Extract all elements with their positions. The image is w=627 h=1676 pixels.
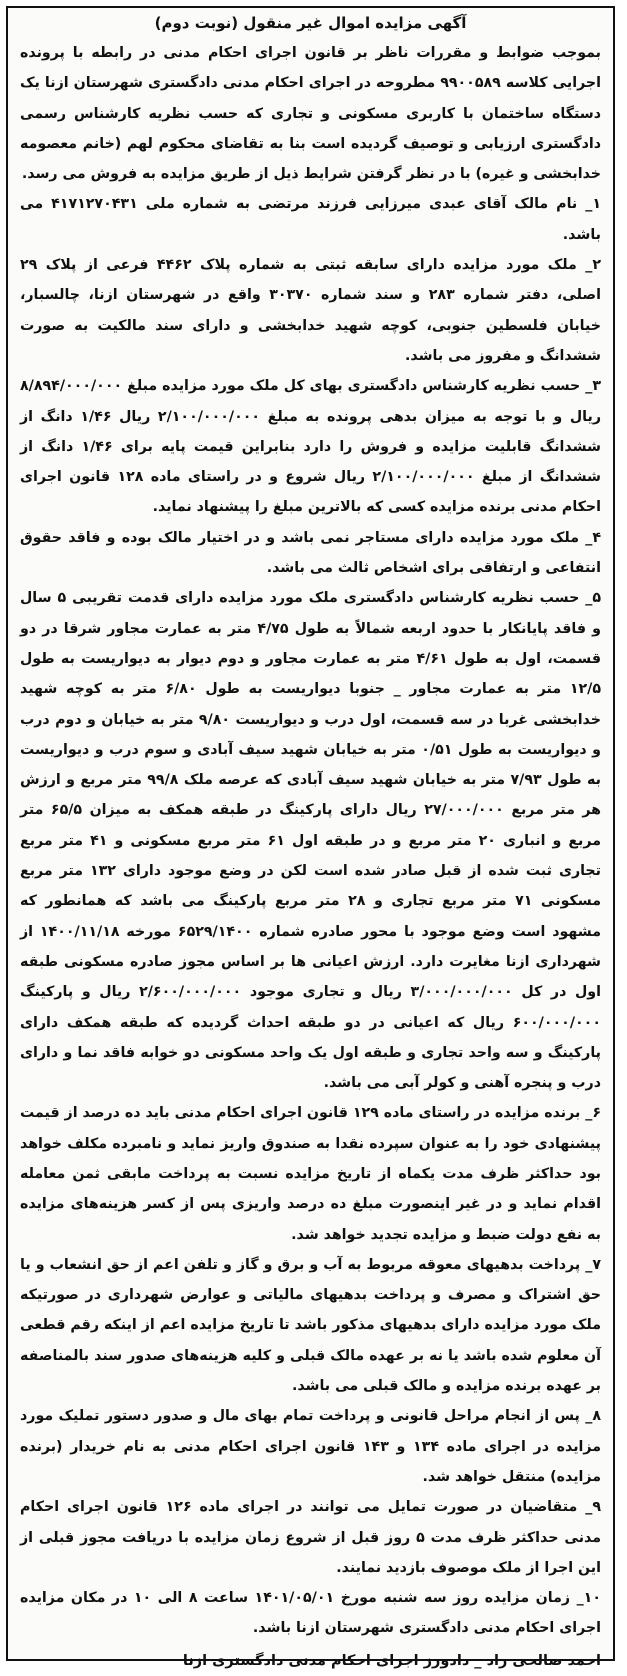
notice-item-6: ۶_ برنده مزایده در راستای ماده ۱۲۹ قانون اجرای احکام مدنی باید ده درصد از قیمت پیشنهادی خود را به عنوان سپرده نقدا به صندوق واریز نماید و نامبرده مکلف خواهد بود حداکثر ظرف مدت یکماه از تاریخ مزایده نسبت به پرداخت مابقی ثمن معامله اقدام نماید و در غیر اینصورت مبلغ ده درصد واریزی پس از کسر هزینه‌های مزایده به نفع دولت ضبط و مزایده تجدید خواهد شد.	[20, 1105, 601, 1243]
notice-title: آگهی مزایده اموال غیر منقول (نوبت دوم)	[154, 14, 467, 32]
notice-item-2: ۲_ ملک مورد مزایده دارای سابقه ثبتی به شماره پلاک ۴۴۶۲ فرعی از پلاک ۲۹ اصلی، دفتر شماره ۲۸۳ و سند شماره ۳۰۳۷۰ واقع در شهرستان ازنا، چالسبار، خیابان فلسطین جنوبی، کوچه شهید خدابخشی و دارای سند مالکیت به صورت ششدانگ و مفروز می باشد.	[20, 257, 601, 364]
notice-signature: احمد صالحی راد _ دادورز اجرای احکام مدنی دادگستری ازنا	[182, 1652, 601, 1669]
notice-item-5: ۵_ حسب نظریه کارشناس دادگستری ملک مورد مزایده دارای قدمت تقریبی ۵ سال و فاقد پایانکار با حدود اربعه شمالاً به طول ۴/۷۵ متر به عمارت مجاور شرقا در دو قسمت، اول به طول ۴/۶۱ متر به عمارت مجاور و دوم دیوار به دیواریست به طول ۱۲/۵ متر به عمارت مجاور _ جنوبا دیواریست به طول ۶/۸۰ متر به کوچه شهید خدابخشی غربا در سه قسمت، اول درب و دیواریست ۹/۸۰ متر به خیابان و دوم درب و دیواریست به طول ۰/۵۱ متر به خیابان شهید سیف آبادی و سوم درب و دیواریست به طول ۷/۹۳ متر به خیابان شهید سیف آبادی که عرصه ملک ۹۹/۸ متر مربع و ارزش هر متر مربع ۲۷/۰۰۰/۰۰۰ ریال دارای پارکینگ در طبقه همکف به میزان ۶۵/۵ متر مربع و انباری ۲۰ متر مربع و در طبقه اول ۶۱ متر مربع مسکونی و ۴۱ متر مربع تجاری ثبت شده از قبل صادر شده است لکن در وضع موجود دارای ۱۳۲ متر مربع مسکونی ۷۱ متر مربع تجاری و ۲۸ متر مربع پارکینگ می باشد که همانطور که مشهود است وضع موجود با محور صادره شماره ۶۵۲۹/۱۴۰۰ مورخه ۱۴۰۰/۱۱/۱۸ از شهرداری ازنا مغایرت دارد. ارزش اعیانی ها بر اساس مجوز صادره مسکونی طبقه اول در کل ۳/۰۰۰/۰۰۰/۰۰۰ ریال و تجاری موجود ۲/۶۰۰/۰۰۰/۰۰۰ ریال و پارکینگ ۶۰۰/۰۰۰/۰۰۰ ریال که اعیانی در دو طبقه احداث گردیده که طبقه همکف دارای پارکینگ و سه واحد تجاری و طبقه اول یک واحد مسکونی دو خوابه فاقد نما و دارای درب و پنجره آهنی و کولر آبی می باشد.	[20, 590, 602, 1092]
notice-item-8: ۸_ پس از انجام مراحل قانونی و پرداخت تمام بهای مال و صدور دستور تملیک مورد مزایده در اجرای ماده ۱۳۴ و ۱۴۳ قانون اجرای احکام مدنی به نام خریدار (برنده مزایده) منتقل خواهد شد.	[20, 1408, 602, 1485]
notice-item-7: ۷_ پرداخت بدهیهای معوقه مربوط به آب و برق و گاز و تلفن اعم از حق انشعاب و یا حق اشتراک و مصرف و پرداخت بدهیهای مالیاتی و عوارض شهرداری در صورتیکه ملک مورد مزایده دارای بدهیهای مذکور باشد تا تاریخ مزایده اعم از اینکه رقم قطعی آن معلوم شده باشد یا نه بر عهده مالک قبلی و کلیه هزینه‌های صدور سند بالمناصفه بر عهده برنده مزایده و مالک قبلی می باشد.	[20, 1256, 601, 1395]
notice-intro: بموجب ضوابط و مقررات ناظر بر قانون اجرای احکام مدنی در رابطه با پرونده اجرایی کلاسه ۹۹۰۰۵۸۹ مطروحه در اجرای احکام مدنی دادگستری شهرستان ازنا یک دستگاه ساختمان با کاربری مسکونی و تجاری که حسب نظریه کارشناس رسمی دادگستری ارزیابی و توصیف گردیده است بنا به تقاضای محکوم لهم (خانم معصومه خدابخشی و غیره) با در نظر گرفتن شرایط ذیل از طریق مزایده به فروش می رسد.	[20, 45, 601, 183]
notice-item-3: ۳_ حسب نظریه کارشناس دادگستری بهای کل ملک مورد مزایده مبلغ ۸/۸۹۴/۰۰۰/۰۰۰ ریال و با توجه به میزان بدهی پرونده به مبلغ ۲/۱۰۰/۰۰۰/۰۰۰ ریال ۱/۴۶ دانگ از ششدانگ قابلیت مزایده و فروش را دارد بنابراین قیمت پایه برای ۱/۴۶ دانگ از ششدانگ از مبلغ ۲/۱۰۰/۰۰۰/۰۰۰ ریال شروع و در راستای ماده ۱۲۸ قانون اجرای احکام مدنی برنده مزایده کسی که بالاترین مبلغ را پیشنهاد نماید.	[20, 378, 601, 516]
notice-item-4: ۴_ ملک مورد مزایده دارای مستاجر نمی باشد و در اختیار مالک بوده و فاقد حقوق انتفاعی و ارتفاقی برای اشخاص ثالث می باشد.	[20, 529, 601, 577]
notice-item-1: ۱_ نام مالک آقای عبدی میرزایی فرزند مرتضی به شماره ملی ۴۱۷۱۲۷۰۴۳۱ می باشد.	[20, 196, 601, 243]
auction-notice	[6, 6, 615, 1669]
notice-item-9: ۹_ متقاضیان در صورت تمایل می توانند در اجرای ماده ۱۲۶ قانون اجرای احکام مدنی حداکثر ظرف مدت ۵ روز قبل از شروع زمان مزایده با دریافت مجوز قبلی از این اجرا از ملک موصوف بازدید نمایند.	[20, 1499, 601, 1576]
notice-item-10: ۱۰_ زمان مزایده روز سه شنبه مورخ ۱۴۰۱/۰۵/۰۱ ساعت ۸ الی ۱۰ در مکان مزایده اجرای احکام مدنی دادگستری شهرستان ازنا باشد.	[20, 1590, 601, 1637]
